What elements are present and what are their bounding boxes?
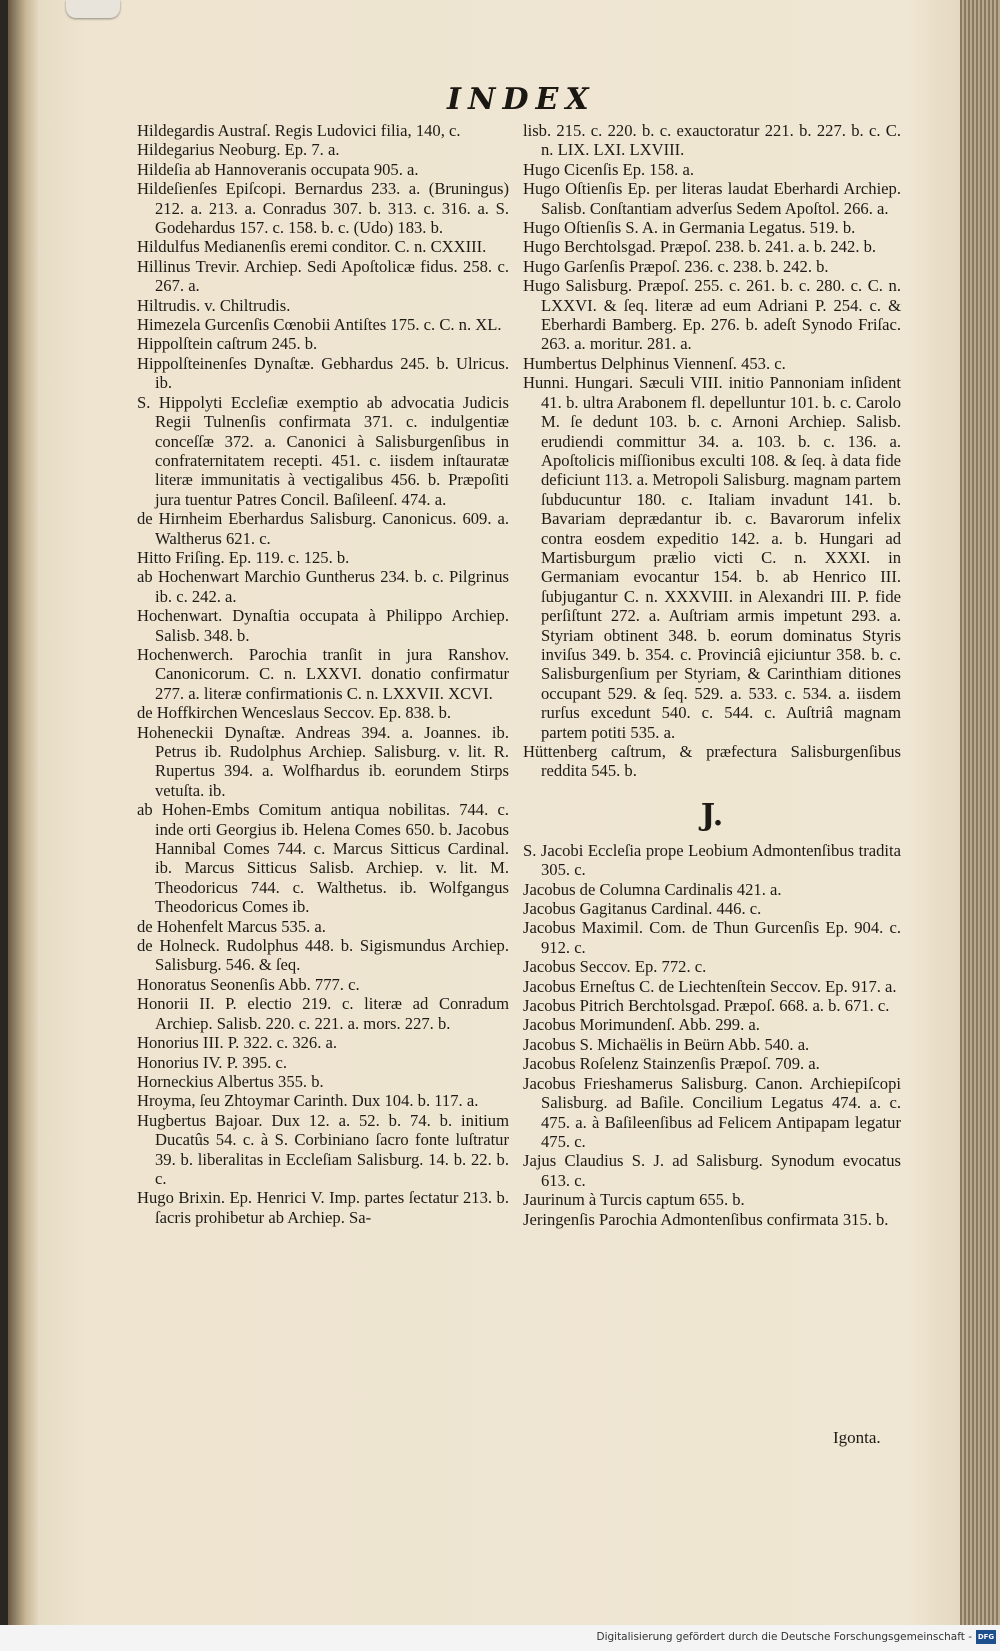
index-entry: Hochenwerch. Parochia tranſit in jura Ranshov. Canonicorum. C. n. LXXVI. donatio confirmatur 277. a. literæ confirmationis C. n. LXXVII. XCVI. <box>137 644 509 703</box>
footer-credit: Digitalisierung gefördert durch die Deutsche Forschungsgemeinschaft - <box>596 1631 972 1643</box>
index-entry: S. Jacobi Eccleſia prope Leobium Admontenſibus tradita 305. c. <box>523 840 901 880</box>
index-entry: Hillinus Trevir. Archiep. Sedi Apoſtolicæ fidus. 258. c. 267. a. <box>137 256 509 296</box>
index-entry: Jacobus Maximil. Com. de Thun Gurcenſis Ep. 904. c. 912. c. <box>523 918 901 957</box>
index-entry: Jacobus Morimundenſ. Abb. 299. a. <box>523 1015 760 1035</box>
index-entry: Jeringenſis Parochia Admontenſibus confirmata 315. b. <box>523 1209 889 1229</box>
index-entry: Hochenwart. Dynaſtia occupata à Philippo Archiep. Salisb. 348. b. <box>137 606 509 645</box>
page-clip <box>66 0 120 18</box>
index-entry: Humbertus Delphinus Viennenſ. 453. c. <box>523 353 786 373</box>
index-column-left <box>137 121 509 1227</box>
index-entry: Hildulfus Medianenſis eremi conditor. C. n. CXXIII. <box>137 237 487 257</box>
index-entry: Jacobus Roſelenz Stainzenſis Præpoſ. 709. a. <box>523 1054 820 1074</box>
index-entry: Jajus Claudius S. J. ad Salisburg. Synodum evocatus 613. c. <box>523 1151 901 1190</box>
index-entry: Hippolſteinenſes Dynaſtæ. Gebhardus 245. b. Ulricus. ib. <box>137 353 509 393</box>
index-entry: Honorius III. P. 322. c. 326. a. <box>137 1033 338 1053</box>
index-entry: Hippolſtein caſtrum 245. b. <box>137 334 318 354</box>
index-entry: Hunni. Hungari. Sæculi VIII. initio Pannoniam inſident 41. b. ultra Arabonem fl. depelluntur 101. b. c. Carolo M. ſe dedunt 103. b. c. Arnoni Archiep. Salisb. erudiendi committur 34. a. 103. b. c. 136. a. Apoſtolicis miſſionibus exculti 108. & ſeq. à data fide deficiunt 113. a. Metropoli Salisburg. magnam partem ſubducuntur 180. c. Italiam invadunt 141. b. Bavariam deprædantur ib. c. Bavarorum infelix contra eosdem expeditio 142. a. b. Hungari ad Martisburgum prælio victi C. n. XXXI. in Germaniam evocantur 154. b. ab Henrico III. ſubjugantur C. n. XXXVIII. in Alexandri III. P. fide perſiſtunt 272. a. Auſtriam armis impetunt 293. a. Styriam obtinent 348. b. eorum dominatus Styris inviſus 349. b. 354. c. Provinciâ ejiciuntur 358. b. c. Salisburgenſium per Styriam, & Carinthiam ditiones occupant 529. & ſeq. 529. a. 533. c. 534. a. iisdem rurſus excedunt 540. c. 544. c. Auſtriâ magnam partem potiti 535. a. <box>523 373 901 742</box>
index-entry: de Hohenfelt Marcus 535. a. <box>137 916 326 936</box>
index-entry: Jacobus Frieshamerus Salisburg. Canon. Archiepiſcopi Salisburg. ad Baſile. Concilium Legatus 474. a. c. 475. a. à Baſileenſibus ad Felicem Antipapam legatur 475. c. <box>523 1073 901 1151</box>
index-entry: Honoratus Seonenſis Abb. 777. c. <box>137 974 360 994</box>
index-entry: Hugo Brixin. Ep. Henrici V. Imp. partes ſectatur 213. b. ſacris prohibetur ab Archiep. Sa- <box>137 1188 509 1227</box>
index-entry: ab Hohen-Embs Comitum antiqua nobilitas. 744. c. inde orti Georgius ib. Helena Comes 650. b. Jacobus Hannibal Comes 744. c. Marcus Sitticus Cardinal. ib. Marcus Sitticus Salisb. Archiep. v. lit. M. Theodoricus 744. c. Walthetus. ib. Wolfgangus Theodoricus Comes ib. <box>137 800 509 917</box>
index-entry: Hroyma, ſeu Zhtoymar Carinth. Dux 104. b. 117. a. <box>137 1091 479 1111</box>
index-entry: Hiltrudis. v. Chiltrudis. <box>137 295 291 315</box>
index-entry: Jacobus Pitrich Berchtolsgad. Præpoſ. 668. a. b. 671. c. <box>523 996 890 1016</box>
index-entry: Jacobus Gagitanus Cardinal. 446. c. <box>523 899 762 919</box>
index-entry: Hildegardis Austraſ. Regis Ludovici filia, 140, c. <box>137 121 461 140</box>
index-entry: Hitto Friſing. Ep. 119. c. 125. b. <box>137 547 350 567</box>
index-entry: lisb. 215. c. 220. b. c. exauctoratur 221. b. 227. b. c. C. n. LIX. LXI. LXVIII. <box>523 121 901 160</box>
index-entry: ab Hochenwart Marchio Guntherus 234. b. c. Pilgrinus ib. c. 242. a. <box>137 567 509 606</box>
index-entry: de Hoffkirchen Wenceslaus Seccov. Ep. 838. b. <box>137 703 452 723</box>
index-entry: Jacobus S. Michaëlis in Beürn Abb. 540. a. <box>523 1034 810 1054</box>
index-entry: Hugo Oſtienſis Ep. per literas laudat Eberhardi Archiep. Salisb. Conſtantiam adverſus Sedem Apoſtol. 266. a. <box>523 179 901 218</box>
index-entries-h <box>523 121 901 781</box>
dfg-logo: DFG <box>976 1630 996 1644</box>
index-entry: S. Hippolyti Eccleſiæ exemptio ab advocatia Judicis Regii Tulnenſis confirmata 371. c. indulgentiæ conceſſæ 372. a. Canonici à Salisburgenſibus in confraternitatem recepti. 451. c. iisdem inſtauratæ literæ immunitatis à vectigalibus 456. b. Præpoſiti jura tuentur Patres Concil. Baſileenſ. 474. a. <box>137 392 509 509</box>
page-edges <box>960 0 1000 1625</box>
index-entry: Hoheneckii Dynaſtæ. Andreas 394. a. Joannes. ib. Petrus ib. Rudolphus Archiep. Salisburg. v. lit. R. Rupertus 394. a. Wolfhardus ib. eorundem Stirps vetuſta. ib. <box>137 722 509 800</box>
page-heading: INDEX <box>447 82 596 117</box>
index-entry: Jaurinum à Turcis captum 655. b. <box>523 1190 745 1210</box>
index-entry: Horneckius Albertus 355. b. <box>137 1071 324 1091</box>
section-letter: J. <box>700 797 724 833</box>
index-entry: de Holneck. Rudolphus 448. b. Sigismundus Archiep. Salisburg. 546. & ſeq. <box>137 936 509 975</box>
index-entry: Hugbertus Bajoar. Dux 12. a. 52. b. 74. b. initium Ducatûs 54. c. à S. Corbiniano ſacro fonte luſtratur 39. b. liberalitas in Eccleſiam Salisburg. 14. b. 22. b. c. <box>137 1110 509 1188</box>
index-entry: Honorius IV. P. 395. c. <box>137 1052 287 1072</box>
book-spine <box>8 0 38 1625</box>
index-entry: Hugo Oſtienſis S. A. in Germania Legatus. 519. b. <box>523 218 856 238</box>
index-entry: Jacobus Erneſtus C. de Liechtenſtein Seccov. Ep. 917. a. <box>523 976 897 996</box>
index-entry: Hugo Salisburg. Præpoſ. 255. c. 261. b. c. 280. c. C. n. LXXVI. & ſeq. literæ ad eum Adriani P. 254. c. & Eberhardi Bamberg. Ep. 276. b. adeſt Synodo Friſac. 263. a. moritur. 281. a. <box>523 276 901 354</box>
index-entry: de Hirnheim Eberhardus Salisburg. Canonicus. 609. a. Waltherus 621. c. <box>137 509 509 548</box>
index-entry: Honorii II. P. electio 219. c. literæ ad Conradum Archiep. Salisb. 220. c. 221. a. mors. 227. b. <box>137 994 509 1033</box>
index-entry: Hüttenberg caſtrum, & præfectura Salisburgenſibus reddita 545. b. <box>523 742 901 781</box>
index-entry: Himezela Gurcenſis Cœnobii Antiſtes 175. c. C. n. XL. <box>137 315 502 335</box>
index-entry: Hildegarius Neoburg. Ep. 7. a. <box>137 140 340 160</box>
digitization-footer <box>0 1625 1000 1651</box>
index-entry: Jacobus Seccov. Ep. 772. c. <box>523 957 707 977</box>
index-entry: Hugo Cicenſis Ep. 158. a. <box>523 159 694 179</box>
index-entry: Hugo Garſenſis Præpoſ. 236. c. 238. b. 242. b. <box>523 256 829 276</box>
index-entries-j <box>523 841 901 1229</box>
catchword: Igonta. <box>833 1428 881 1447</box>
index-entry: Hugo Berchtolsgad. Præpoſ. 238. b. 241. a. b. 242. b. <box>523 237 877 257</box>
index-column-right <box>523 121 901 1229</box>
index-entry: Hildeſienſes Epiſcopi. Bernardus 233. a. (Bruningus) 212. a. 213. a. Conradus 307. b. 313. c. 316. a. S. Godehardus 157. c. 158. b. c. (Udo) 183. b. <box>137 179 509 238</box>
index-entry: Jacobus de Columna Cardinalis 421. a. <box>523 879 782 899</box>
index-entry: Hildeſia ab Hannoveranis occupata 905. a. <box>137 159 419 179</box>
